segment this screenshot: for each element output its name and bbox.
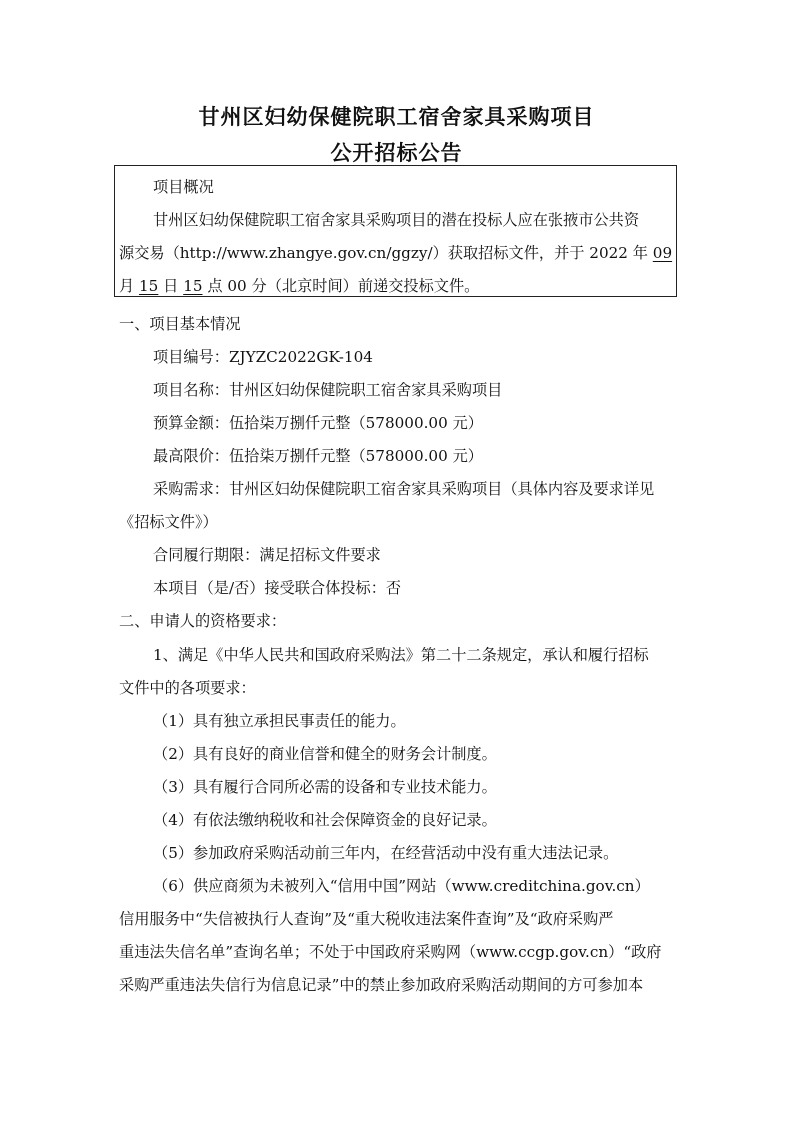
section-1-heading: 一、项目基本情况 bbox=[119, 315, 241, 333]
requirement-item-2: （2）具有良好的商业信誉和健全的财务会计制度。 bbox=[153, 745, 497, 763]
overview-line-1: 甘州区妇幼保健院职工宿舍家具采购项目的潜在投标人应在张掖市公共资 bbox=[153, 211, 639, 229]
budget-amount: 预算金额：伍拾柒万捌仟元整（578000.00 元） bbox=[153, 414, 483, 432]
document-title: 甘州区妇幼保健院职工宿舍家具采购项目 bbox=[198, 105, 595, 129]
requirement-item-6-line-4: 采购严重违法失信行为信息记录”中的禁止参加政府采购活动期间的方可参加本 bbox=[119, 976, 644, 994]
deadline-time-text: 点 00 分（北京时间）前递交投标文件。 bbox=[207, 277, 480, 295]
overview-heading: 项目概况 bbox=[153, 178, 214, 196]
deadline-day: 15 bbox=[139, 277, 159, 295]
max-price: 最高限价：伍拾柒万捌仟元整（578000.00 元） bbox=[153, 447, 483, 465]
overview-line-2-text: 源交易（http://www.zhangye.gov.cn/ggzy/）获取招标文件，并于 2022 年 bbox=[119, 244, 648, 262]
requirement-item-1: （1）具有独立承担民事责任的能力。 bbox=[153, 712, 406, 730]
project-number: 项目编号：ZJYZC2022GK-104 bbox=[153, 348, 373, 366]
requirement-item-5: （5）参加政府采购活动前三年内，在经营活动中没有重大违法记录。 bbox=[153, 844, 619, 862]
requirement-item-4: （4）有依法缴纳税收和社会保障资金的良好记录。 bbox=[153, 811, 497, 829]
requirement-item-6-line-1: （6）供应商须为未被列入“信用中国”网站（www.creditchina.gov.cn） bbox=[153, 877, 650, 895]
overview-line-2 bbox=[119, 243, 672, 263]
requirement-1-line-1: 1、满足《中华人民共和国政府采购法》第二十二条规定，承认和履行招标 bbox=[153, 646, 649, 664]
requirement-item-6-line-3: 重违法失信名单”查询名单；不处于中国政府采购网（www.ccgp.gov.cn）“政府 bbox=[119, 943, 662, 961]
procurement-demand-line-2: 《招标文件》） bbox=[119, 513, 218, 531]
requirement-1-line-2: 文件中的各项要求： bbox=[119, 679, 256, 697]
day-label: 日 bbox=[163, 277, 179, 295]
month-label: 月 bbox=[119, 277, 135, 295]
project-name: 项目名称：甘州区妇幼保健院职工宿舍家具采购项目 bbox=[153, 381, 503, 399]
requirement-item-6-line-2: 信用服务中“失信被执行人查询”及“重大税收违法案件查询”及“政府采购严 bbox=[119, 910, 614, 928]
overview-line-3 bbox=[119, 276, 479, 296]
contract-period: 合同履行期限：满足招标文件要求 bbox=[153, 546, 381, 564]
document-subtitle: 公开招标公告 bbox=[330, 141, 463, 165]
section-2-heading: 二、申请人的资格要求： bbox=[119, 612, 287, 630]
deadline-month: 09 bbox=[652, 244, 673, 262]
deadline-hour: 15 bbox=[183, 277, 203, 295]
consortium-bid: 本项目（是/否）接受联合体投标：否 bbox=[153, 579, 402, 597]
requirement-item-3: （3）具有履行合同所必需的设备和专业技术能力。 bbox=[153, 778, 497, 796]
procurement-demand-line-1: 采购需求：甘州区妇幼保健院职工宿舍家具采购项目（具体内容及要求详见 bbox=[153, 480, 655, 498]
